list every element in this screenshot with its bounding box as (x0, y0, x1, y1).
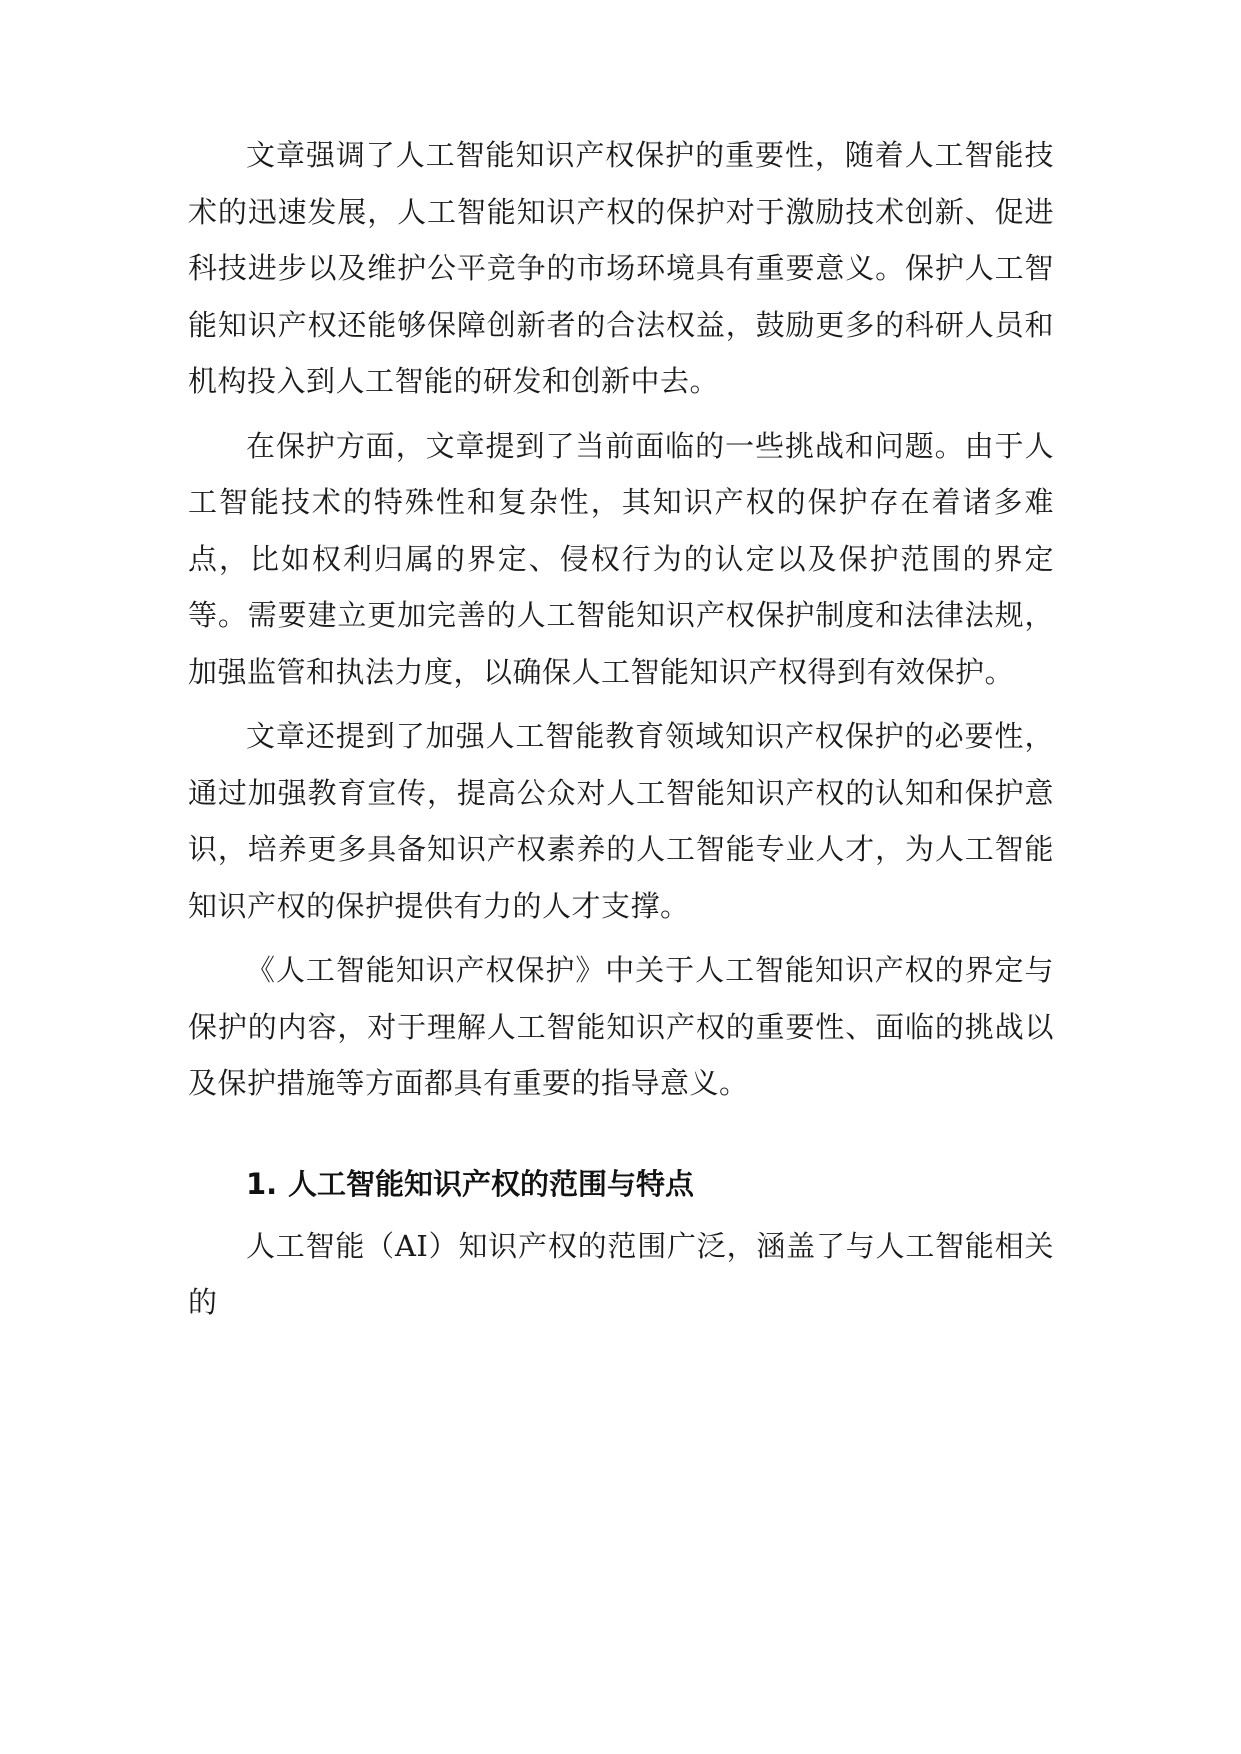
document-body (188, 127, 1054, 1339)
section-heading (188, 1156, 1054, 1212)
paragraph-summary: 《人工智能知识产权保护》中关于人工智能知识产权的界定与保护的内容，对于理解人工智能知识产权的重要性、面临的挑战以及保护措施等方面都具有重要的指导意义。 (188, 953, 1054, 1100)
paragraph-challenges: 在保护方面，文章提到了当前面临的一些挑战和问题。由于人工智能技术的特殊性和复杂性，其知识产权的保护存在着诸多难点，比如权利归属的界定、侵权行为的认定以及保护范围的界定等。需要建立更加完善的人工智能知识产权保护制度和法律法规，加强监管和执法力度，以确保人工智能知识产权得到有效保护。 (188, 428, 1054, 689)
paragraph-education: 文章还提到了加强人工智能教育领域知识产权保护的必要性，通过加强教育宣传，提高公众对人工智能知识产权的认知和保护意识，培养更多具备知识产权素养的人工智能专业人才，为人工智能知识产权的保护提供有力的人才支撑。 (188, 719, 1054, 923)
paragraph-scope: 人工智能（AI）知识产权的范围广泛，涵盖了与人工智能相关的 (188, 1228, 1054, 1319)
section-title: 人工智能知识产权的范围与特点 (288, 1166, 695, 1201)
section-number: 1. (246, 1166, 278, 1201)
paragraph-importance: 文章强调了人工智能知识产权保护的重要性，随着人工智能技术的迅速发展，人工智能知识产权的保护对于激励技术创新、促进科技进步以及维护公平竞争的市场环境具有重要意义。保护人工智能知识产权还能够保障创新者的合法权益，鼓励更多的科研人员和机构投入到人工智能的研发和创新中去。 (188, 138, 1054, 398)
